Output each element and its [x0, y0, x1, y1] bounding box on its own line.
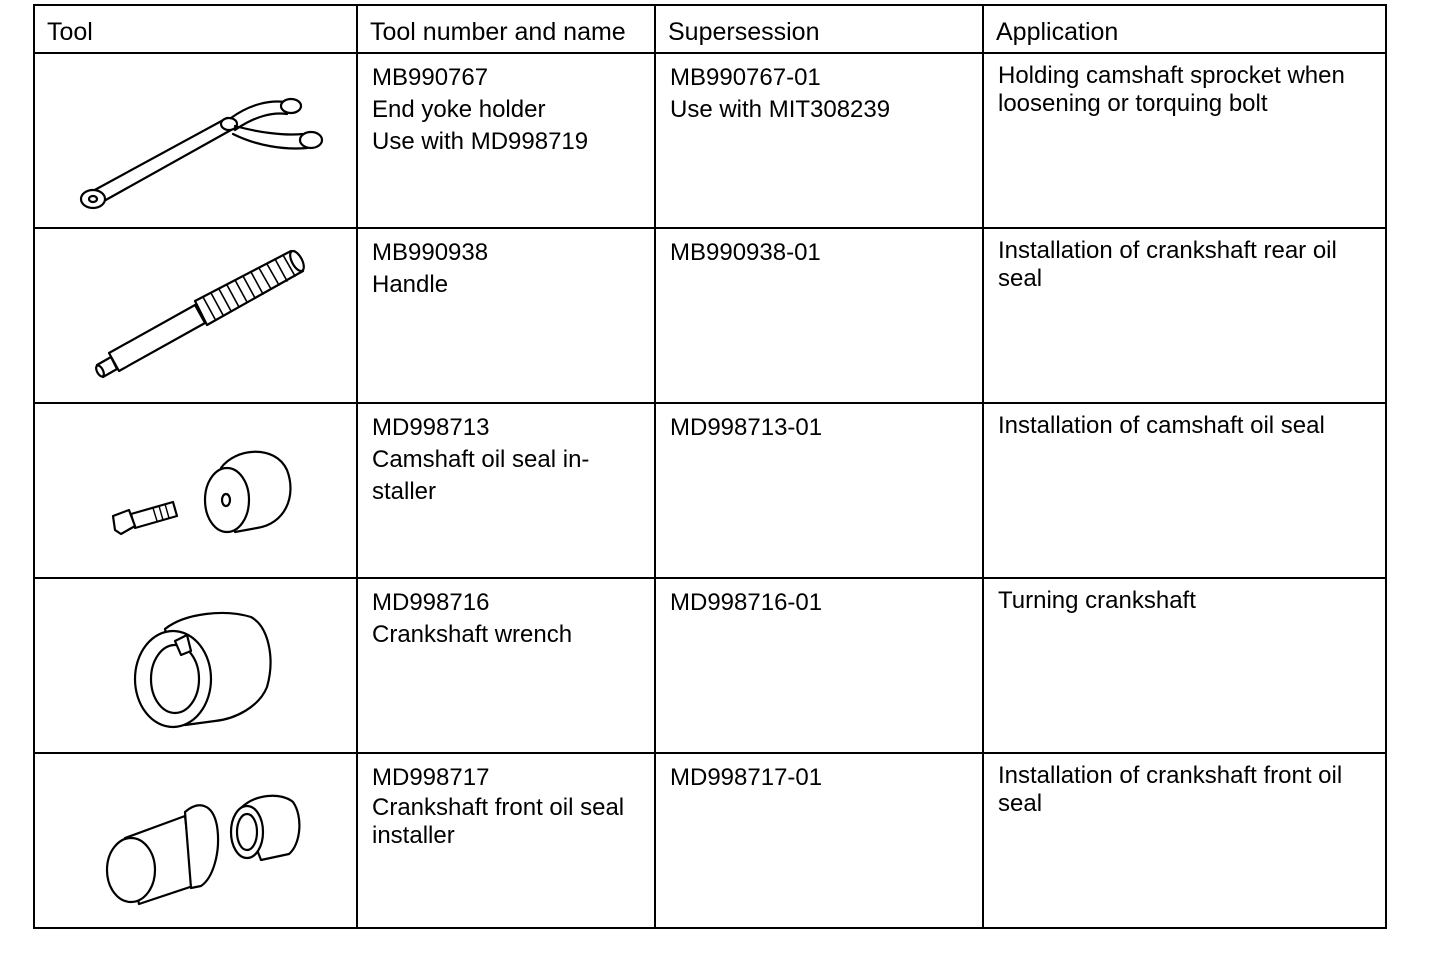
tool-number-name-cell: [357, 403, 655, 578]
application-cell: [983, 228, 1386, 403]
supersession-number: MD998717-01: [670, 764, 823, 791]
supersession-number: MD998716-01: [670, 589, 823, 616]
table-row: [34, 753, 1386, 928]
table-header-row: [34, 5, 1386, 53]
tool-name: End yoke holder: [372, 96, 546, 123]
tool-illustration-cell: [34, 578, 357, 753]
supersession-cell: [655, 53, 983, 228]
tool-number: MD998717: [372, 764, 490, 791]
application-cell: [983, 578, 1386, 753]
tool-illustration-cell: [34, 228, 357, 403]
camshaft-oil-seal-installer-icon: [35, 404, 358, 579]
crankshaft-front-oil-seal-installer-icon: [35, 754, 358, 929]
header-tool: Tool: [34, 5, 357, 53]
table-row: [34, 403, 1386, 578]
tool-number-name-cell: [357, 53, 655, 228]
application-cell: [983, 53, 1386, 228]
tool-number-name-cell: [357, 753, 655, 928]
tool-name-line-1: Camshaft oil seal in-: [372, 446, 590, 473]
application-text: Holding camshaft sprocket when loosening or torquing bolt: [998, 62, 1345, 117]
application-text: Installation of crankshaft front oil seal: [998, 762, 1343, 817]
tool-name-line-2: staller: [372, 478, 437, 505]
end-yoke-holder-icon: [35, 54, 358, 229]
application-text: Installation of camshaft oil seal: [998, 412, 1325, 439]
table-row: [34, 578, 1386, 753]
special-tools-table: [33, 4, 1387, 929]
tool-name-line-1: Crankshaft front oil seal: [372, 794, 625, 821]
tool-number: MB990767: [372, 64, 489, 91]
tool-name: Handle: [372, 271, 449, 298]
application-cell: [983, 753, 1386, 928]
supersession-cell: [655, 403, 983, 578]
application-text: Installation of crankshaft rear oil seal: [998, 237, 1337, 292]
tool-number: MD998716: [372, 589, 490, 616]
tool-name: Crankshaft wrench: [372, 621, 573, 648]
supersession-cell: [655, 228, 983, 403]
header-tool-number-and-name: Tool number and name: [357, 5, 655, 53]
supersession-number: MB990767-01: [670, 64, 821, 91]
tool-number: MD998713: [372, 414, 490, 441]
header-supersession: Supersession: [655, 5, 983, 53]
tool-illustration-cell: [34, 403, 357, 578]
tool-number-name-cell: [357, 578, 655, 753]
tool-illustration-cell: [34, 53, 357, 228]
supersession-number: MD998713-01: [670, 414, 823, 441]
header-application: Application: [983, 5, 1386, 53]
tool-number-name-cell: [357, 228, 655, 403]
supersession-cell: [655, 578, 983, 753]
handle-icon: [35, 229, 358, 404]
supersession-number: MB990938-01: [670, 239, 821, 266]
tool-illustration-cell: [34, 753, 357, 928]
crankshaft-wrench-icon: [35, 579, 358, 754]
application-text: Turning crankshaft: [998, 587, 1196, 614]
application-cell: [983, 403, 1386, 578]
tool-note: Use with MD998719: [372, 128, 589, 155]
tool-number: MB990938: [372, 239, 489, 266]
tool-name-line-2: installer: [372, 822, 455, 849]
table-row: [34, 228, 1386, 403]
supersession-note: Use with MIT308239: [670, 96, 891, 123]
supersession-cell: [655, 753, 983, 928]
table-row: [34, 53, 1386, 228]
